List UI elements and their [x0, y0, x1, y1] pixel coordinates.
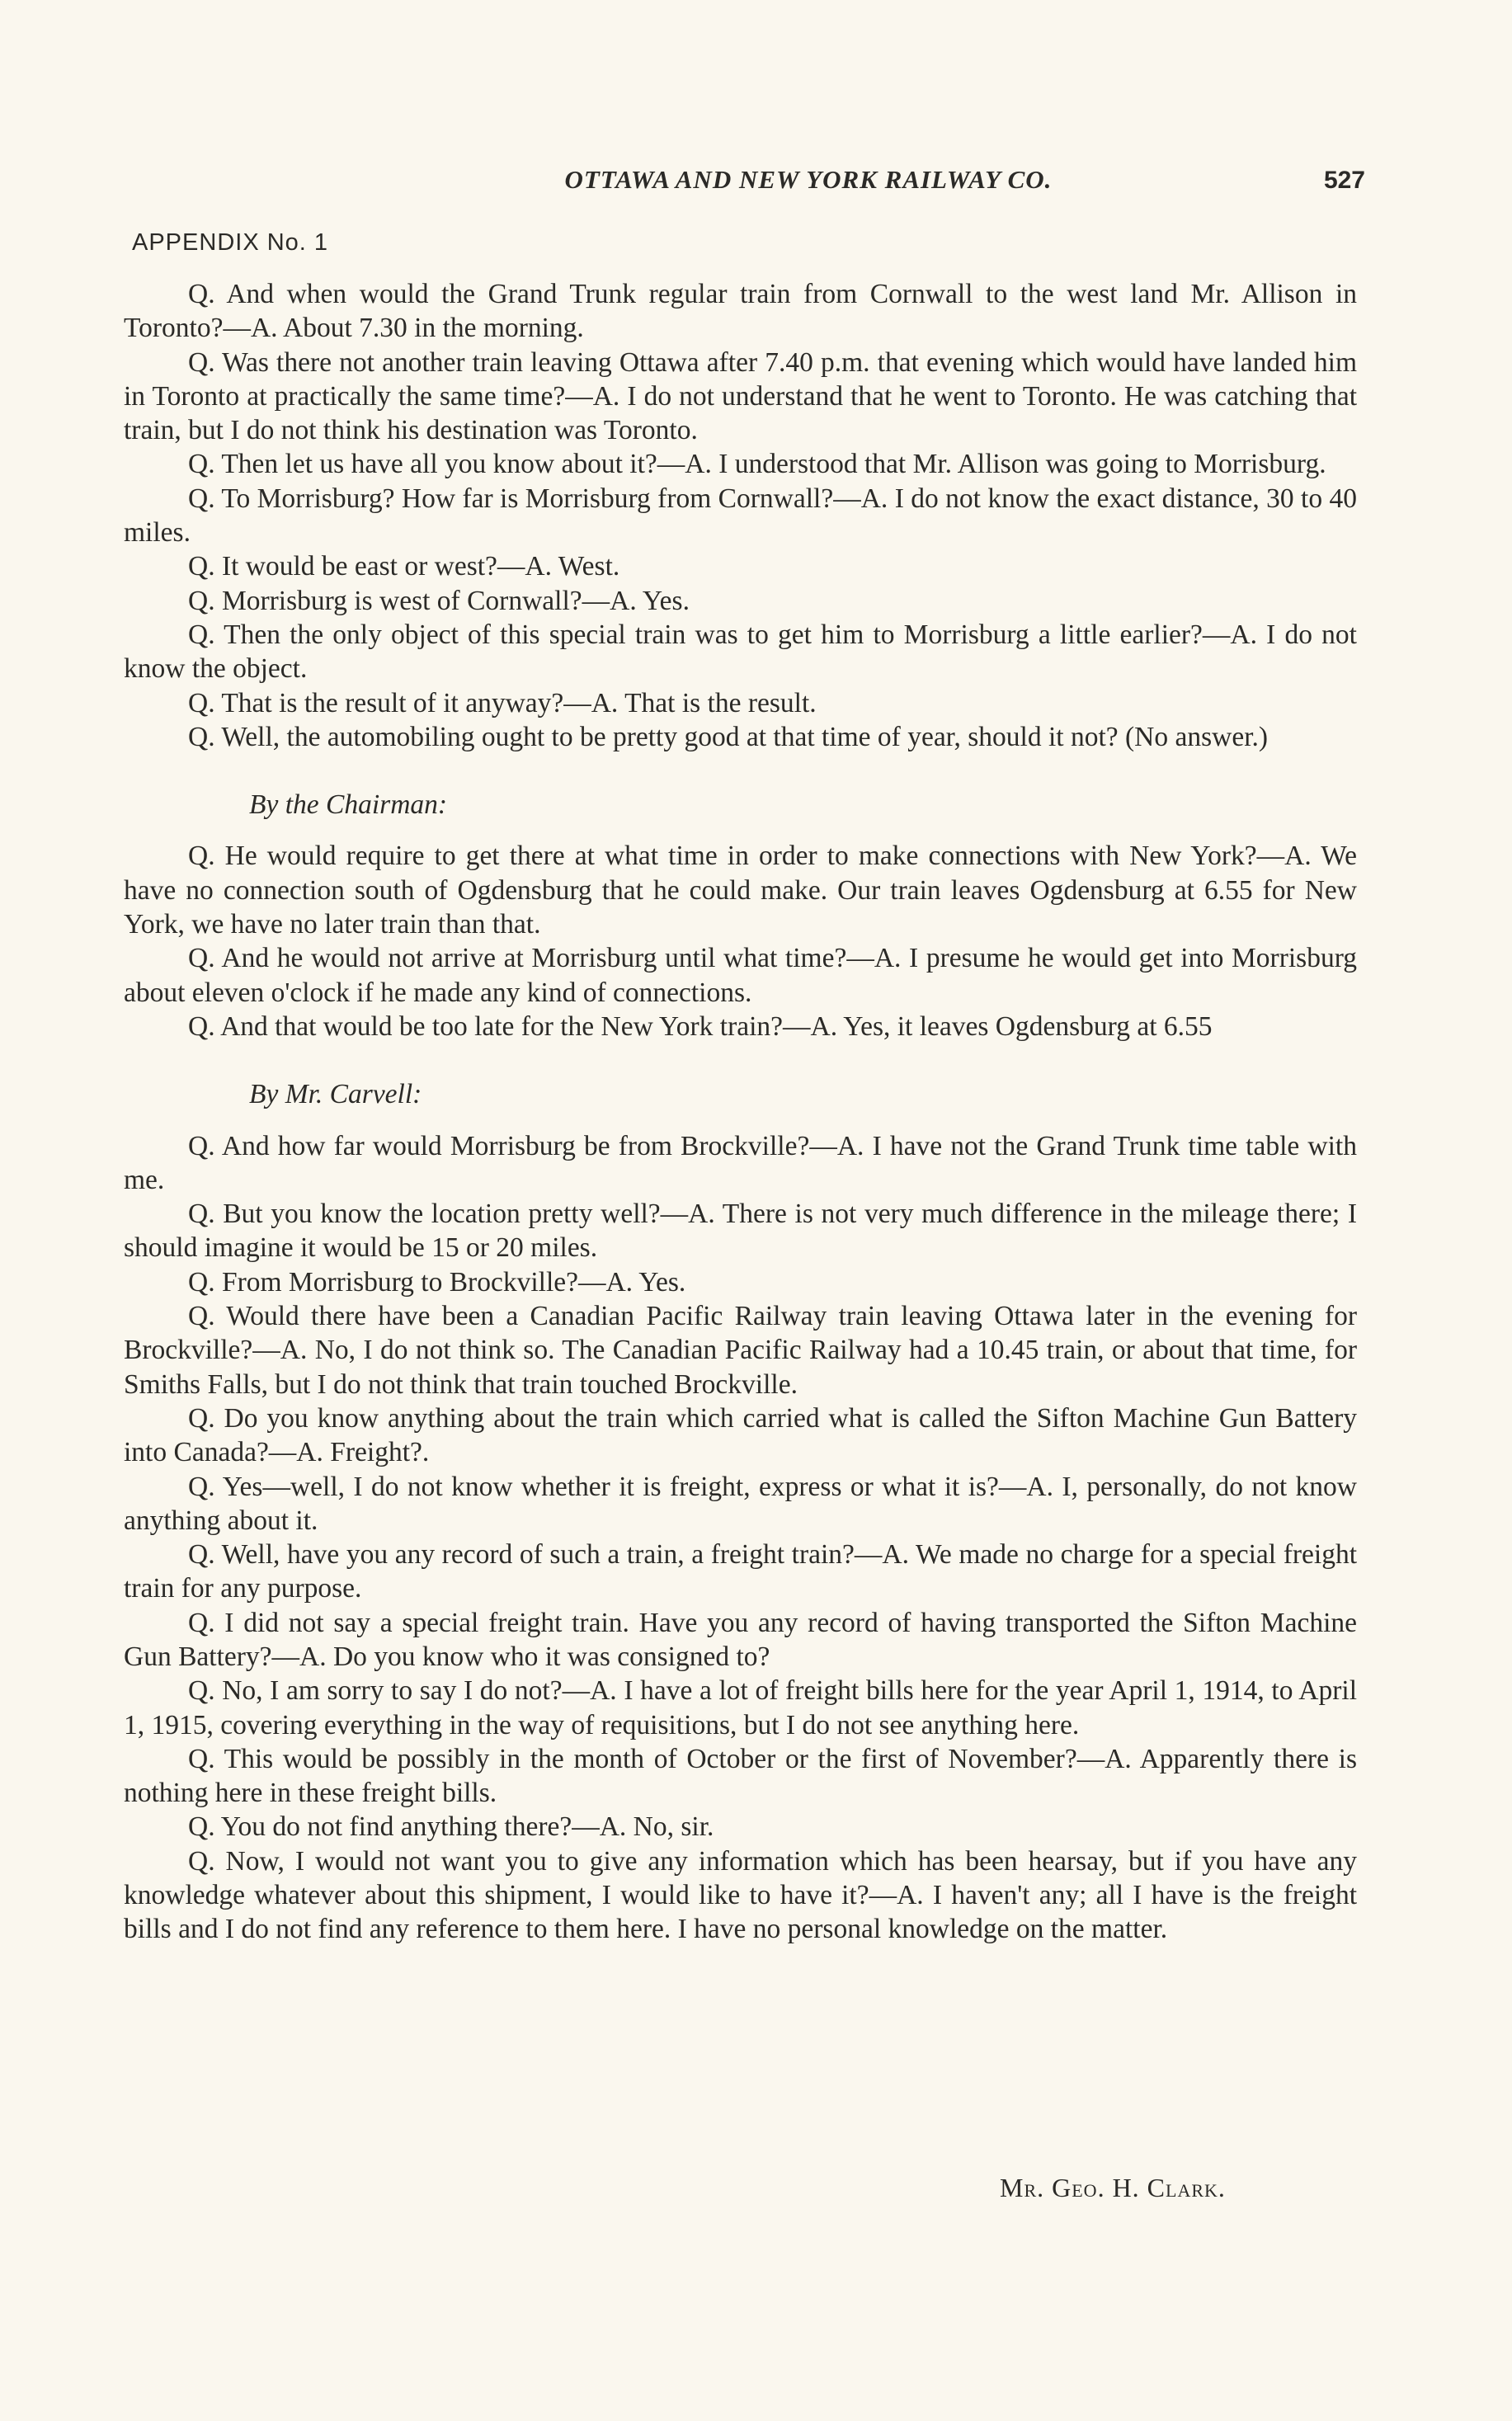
- testimony-paragraph: Q. And he would not arrive at Morrisburg until what time?—A. I presume he would get into Morrisburg about eleven o'clock if he made any kind of connections.: [124, 943, 1357, 1008]
- running-header: [124, 165, 1365, 206]
- witness-signature: Mr. Geo. H. Clark.: [1000, 2173, 1226, 2202]
- testimony-paragraph: Q. Would there have been a Canadian Pacific Railway train leaving Ottawa later in the evening for Brockville?—A. No, I do not think so. The Canadian Pacific Railway had a 10.45 train, or about that time, for Smiths Falls, but I do not think that train touched Brockville.: [124, 1301, 1357, 1400]
- testimony-paragraph: Q. And how far would Morrisburg be from Brockville?—A. I have not the Grand Trunk time table with me.: [124, 1130, 1357, 1195]
- testimony-paragraph: Q. Do you know anything about the train which carried what is called the Sifton Machine Gun Battery into Canada?—A. Freight?.: [124, 1402, 1357, 1468]
- testimony-body: [124, 277, 1357, 1947]
- appendix-label: APPENDIX No. 1: [132, 229, 329, 256]
- testimony-paragraph: Q. He would require to get there at what time in order to make connections with New York?—A. We have no connection south of Ogdensburg that he could make. Our train leaves Ogdensburg at 6.55 for New York, we have no later train than that.: [124, 841, 1357, 940]
- testimony-paragraph: Q. It would be east or west?—A. West.: [188, 551, 620, 582]
- running-title: OTTAWA AND NEW YORK RAILWAY CO.: [564, 165, 1053, 194]
- testimony-paragraph: Q. You do not find anything there?—A. No, sir.: [188, 1811, 714, 1843]
- testimony-paragraph: Q. Now, I would not want you to give any information which has been hearsay, but if you have any knowledge whatever about this shipment, I would like to have it?—A. I haven't any; all I have is the freight bills and I do not find any reference to them here. I have no personal knowledge on the matter.: [124, 1845, 1357, 1945]
- section-heading-chairman: By the Chairman:: [249, 789, 448, 821]
- testimony-paragraph: Q. Then the only object of this special train was to get him to Morrisburg a little earlier?—A. I do not know the object.: [124, 619, 1357, 685]
- testimony-paragraph: Q. But you know the location pretty well?—A. There is not very much difference in the mileage there; I should imagine it would be 15 or 20 miles.: [124, 1199, 1357, 1264]
- testimony-paragraph: Q. Yes—well, I do not know whether it is freight, express or what it is?—A. I, personally, do not know anything about it.: [124, 1471, 1357, 1536]
- testimony-paragraph: Q. No, I am sorry to say I do not?—A. I have a lot of freight bills here for the year April 1, 1914, to April 1, 1915, covering everything in the way of requisitions, but I do not see anything here.: [124, 1675, 1357, 1740]
- testimony-paragraph: Q. I did not say a special freight train. Have you any record of having transported the Sifton Machine Gun Battery?—A. Do you know who it was consigned to?: [124, 1607, 1357, 1672]
- testimony-paragraph: Q. This would be possibly in the month of October or the first of November?—A. Apparently there is nothing here in these freight bills.: [124, 1743, 1357, 1809]
- testimony-paragraph: Q. And that would be too late for the New York train?—A. Yes, it leaves Ogdensburg at 6.55: [188, 1010, 1213, 1042]
- testimony-paragraph: Q. That is the result of it anyway?—A. That is the result.: [188, 687, 817, 718]
- page-number: 527: [1323, 167, 1365, 194]
- testimony-paragraph: Q. From Morrisburg to Brockville?—A. Yes.: [188, 1266, 686, 1298]
- testimony-paragraph: Q. Morrisburg is west of Cornwall?—A. Yes.: [188, 585, 690, 616]
- testimony-paragraph: Q. And when would the Grand Trunk regular train from Cornwall to the west land Mr. Allison in Toronto?—A. About 7.30 in the morning.: [124, 279, 1357, 344]
- testimony-paragraph: Q. Well, the automobiling ought to be pretty good at that time of year, should it not? (No answer.): [188, 721, 1269, 752]
- testimony-paragraph: Q. Was there not another train leaving Ottawa after 7.40 p.m. that evening which would have landed him in Toronto at practically the same time?—A. I do not understand that he went to Toronto. He was catching that train, but I do not think his destination was Toronto.: [124, 346, 1357, 446]
- testimony-paragraph: Q. Then let us have all you know about it?—A. I understood that Mr. Allison was going to Morrisburg.: [188, 449, 1326, 480]
- testimony-paragraph: Q. To Morrisburg? How far is Morrisburg from Cornwall?—A. I do not know the exact distance, 30 to 40 miles.: [124, 483, 1357, 549]
- section-heading-carvell: By Mr. Carvell:: [249, 1079, 422, 1110]
- testimony-paragraph: Q. Well, have you any record of such a train, a freight train?—A. We made no charge for a special freight train for any purpose.: [124, 1539, 1357, 1604]
